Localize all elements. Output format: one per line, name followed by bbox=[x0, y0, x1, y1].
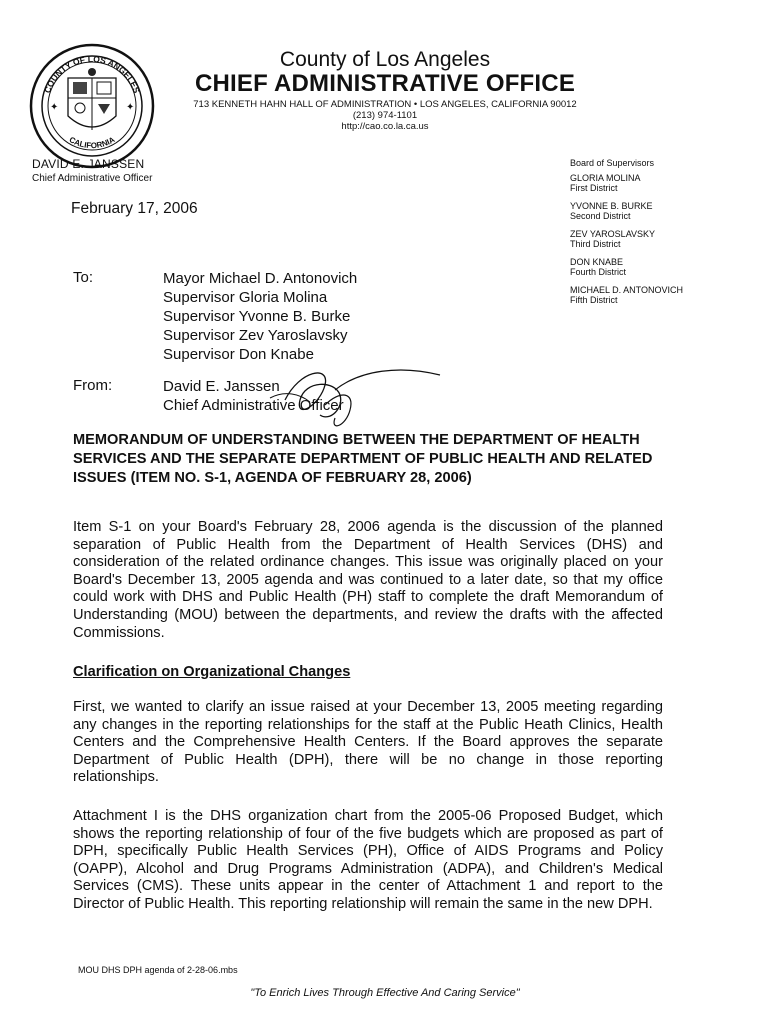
member-district: First District bbox=[570, 183, 618, 193]
recipient: Supervisor Zev Yaroslavsky bbox=[163, 327, 348, 344]
board-member bbox=[570, 201, 760, 221]
svg-text:✦: ✦ bbox=[50, 102, 59, 113]
memo-subject: MEMORANDUM OF UNDERSTANDING BETWEEN THE DEPARTMENT OF HEALTH SERVICES AND THE SEPARATE DEPARTMENT OF PUBLIC HEALTH AND RELATED ISSUES (ITEM NO. S-1, AGENDA OF FEBRUARY 28, 2006) bbox=[73, 432, 653, 486]
member-name: DON KNABE bbox=[570, 257, 624, 267]
svg-text:✦: ✦ bbox=[126, 102, 135, 113]
from-name: David E. Janssen bbox=[163, 378, 280, 395]
board-member bbox=[570, 257, 760, 277]
board-header: Board of Supervisors bbox=[570, 158, 655, 168]
sender-name: DAVID E. JANSSEN bbox=[32, 157, 145, 171]
handwritten-signature bbox=[240, 360, 450, 440]
member-district: Fifth District bbox=[570, 295, 618, 305]
office-phone: (213) 974-1101 bbox=[352, 110, 418, 121]
board-member bbox=[570, 229, 760, 249]
seal-bottom-text: CALIFORNIA bbox=[67, 135, 117, 151]
footer-motto: "To Enrich Lives Through Effective And Caring Service" bbox=[250, 987, 520, 999]
county-name: County of Los Angeles bbox=[279, 48, 491, 71]
recipient: Supervisor Yvonne B. Burke bbox=[163, 308, 351, 325]
board-of-supervisors bbox=[570, 158, 760, 313]
member-name: MICHAEL D. ANTONOVICH bbox=[570, 285, 684, 295]
to-label: To: bbox=[73, 269, 94, 286]
from-title: Chief Administrative Officer bbox=[163, 397, 344, 414]
file-reference: MOU DHS DPH agenda of 2-28-06.mbs bbox=[78, 965, 238, 975]
office-website[interactable]: http://cao.co.la.ca.us bbox=[341, 121, 429, 132]
member-name: GLORIA MOLINA bbox=[570, 173, 641, 183]
member-district: Second District bbox=[570, 211, 631, 221]
board-member bbox=[570, 173, 760, 193]
member-name: YVONNE B. BURKE bbox=[570, 201, 653, 211]
member-district: Fourth District bbox=[570, 267, 627, 277]
member-name: ZEV YAROSLAVSKY bbox=[570, 229, 656, 239]
county-seal-icon bbox=[28, 42, 156, 170]
recipient: Mayor Michael D. Antonovich bbox=[163, 270, 358, 287]
board-member bbox=[570, 285, 760, 305]
recipient: Supervisor Gloria Molina bbox=[163, 289, 328, 306]
recipient-list bbox=[163, 269, 357, 364]
body-paragraph: First, we wanted to clarify an issue raised at your December 13, 2005 meeting regarding any changes in the reporting relationships for the staff at the Public Heath Clinics, Health Centers and the Comprehensive Health Centers. If the Board approves the separate Department of Public Health (DPH), there will be no change in those reporting relationships. bbox=[73, 699, 663, 786]
memo-date: February 17, 2006 bbox=[71, 200, 198, 217]
sender-title: Chief Administrative Officer bbox=[32, 173, 153, 184]
body-paragraph: Attachment I is the DHS organization chart from the 2005-06 Proposed Budget, which shows the reporting relationship of four of the five budgets which are proposed as part of DPH, specifically Public Health Services (PH), Office of AIDS Programs and Policy (OAPP), Alcohol and Drug Programs Administration (ADPA), and Children's Medical Services (CMS). These units appear in the center of Attachment 1 and report to the Director of Public Health. This reporting relationship will remain the same in the new DPH. bbox=[73, 808, 663, 912]
svg-text:CALIFORNIA bbox=[68, 135, 117, 150]
body-paragraph: Item S-1 on your Board's February 28, 2006 agenda is the discussion of the planned separation of Public Health from the Department of Health Services (DHS) and consideration of the related ordinance changes. This issue was originally placed on your Board's December 13, 2005 agenda and was continued to a later date, so that my office could work with DHS and Public Health (PH) staff to complete the draft Memorandum of Understanding (MOU) between the departments, and review the drafts with the affected Commissions. bbox=[73, 519, 663, 641]
member-district: Third District bbox=[570, 239, 621, 249]
office-name: CHIEF ADMINISTRATIVE OFFICE bbox=[194, 70, 576, 97]
recipient: Supervisor Don Knabe bbox=[163, 346, 314, 363]
office-address: 713 KENNETH HAHN HALL OF ADMINISTRATION • LOS ANGELES, CALIFORNIA 90012 bbox=[193, 99, 577, 110]
section-heading: Clarification on Organizational Changes bbox=[73, 664, 351, 680]
from-label: From: bbox=[73, 377, 113, 394]
seal-top-text: COUNTY OF LOS ANGELES bbox=[42, 53, 142, 95]
